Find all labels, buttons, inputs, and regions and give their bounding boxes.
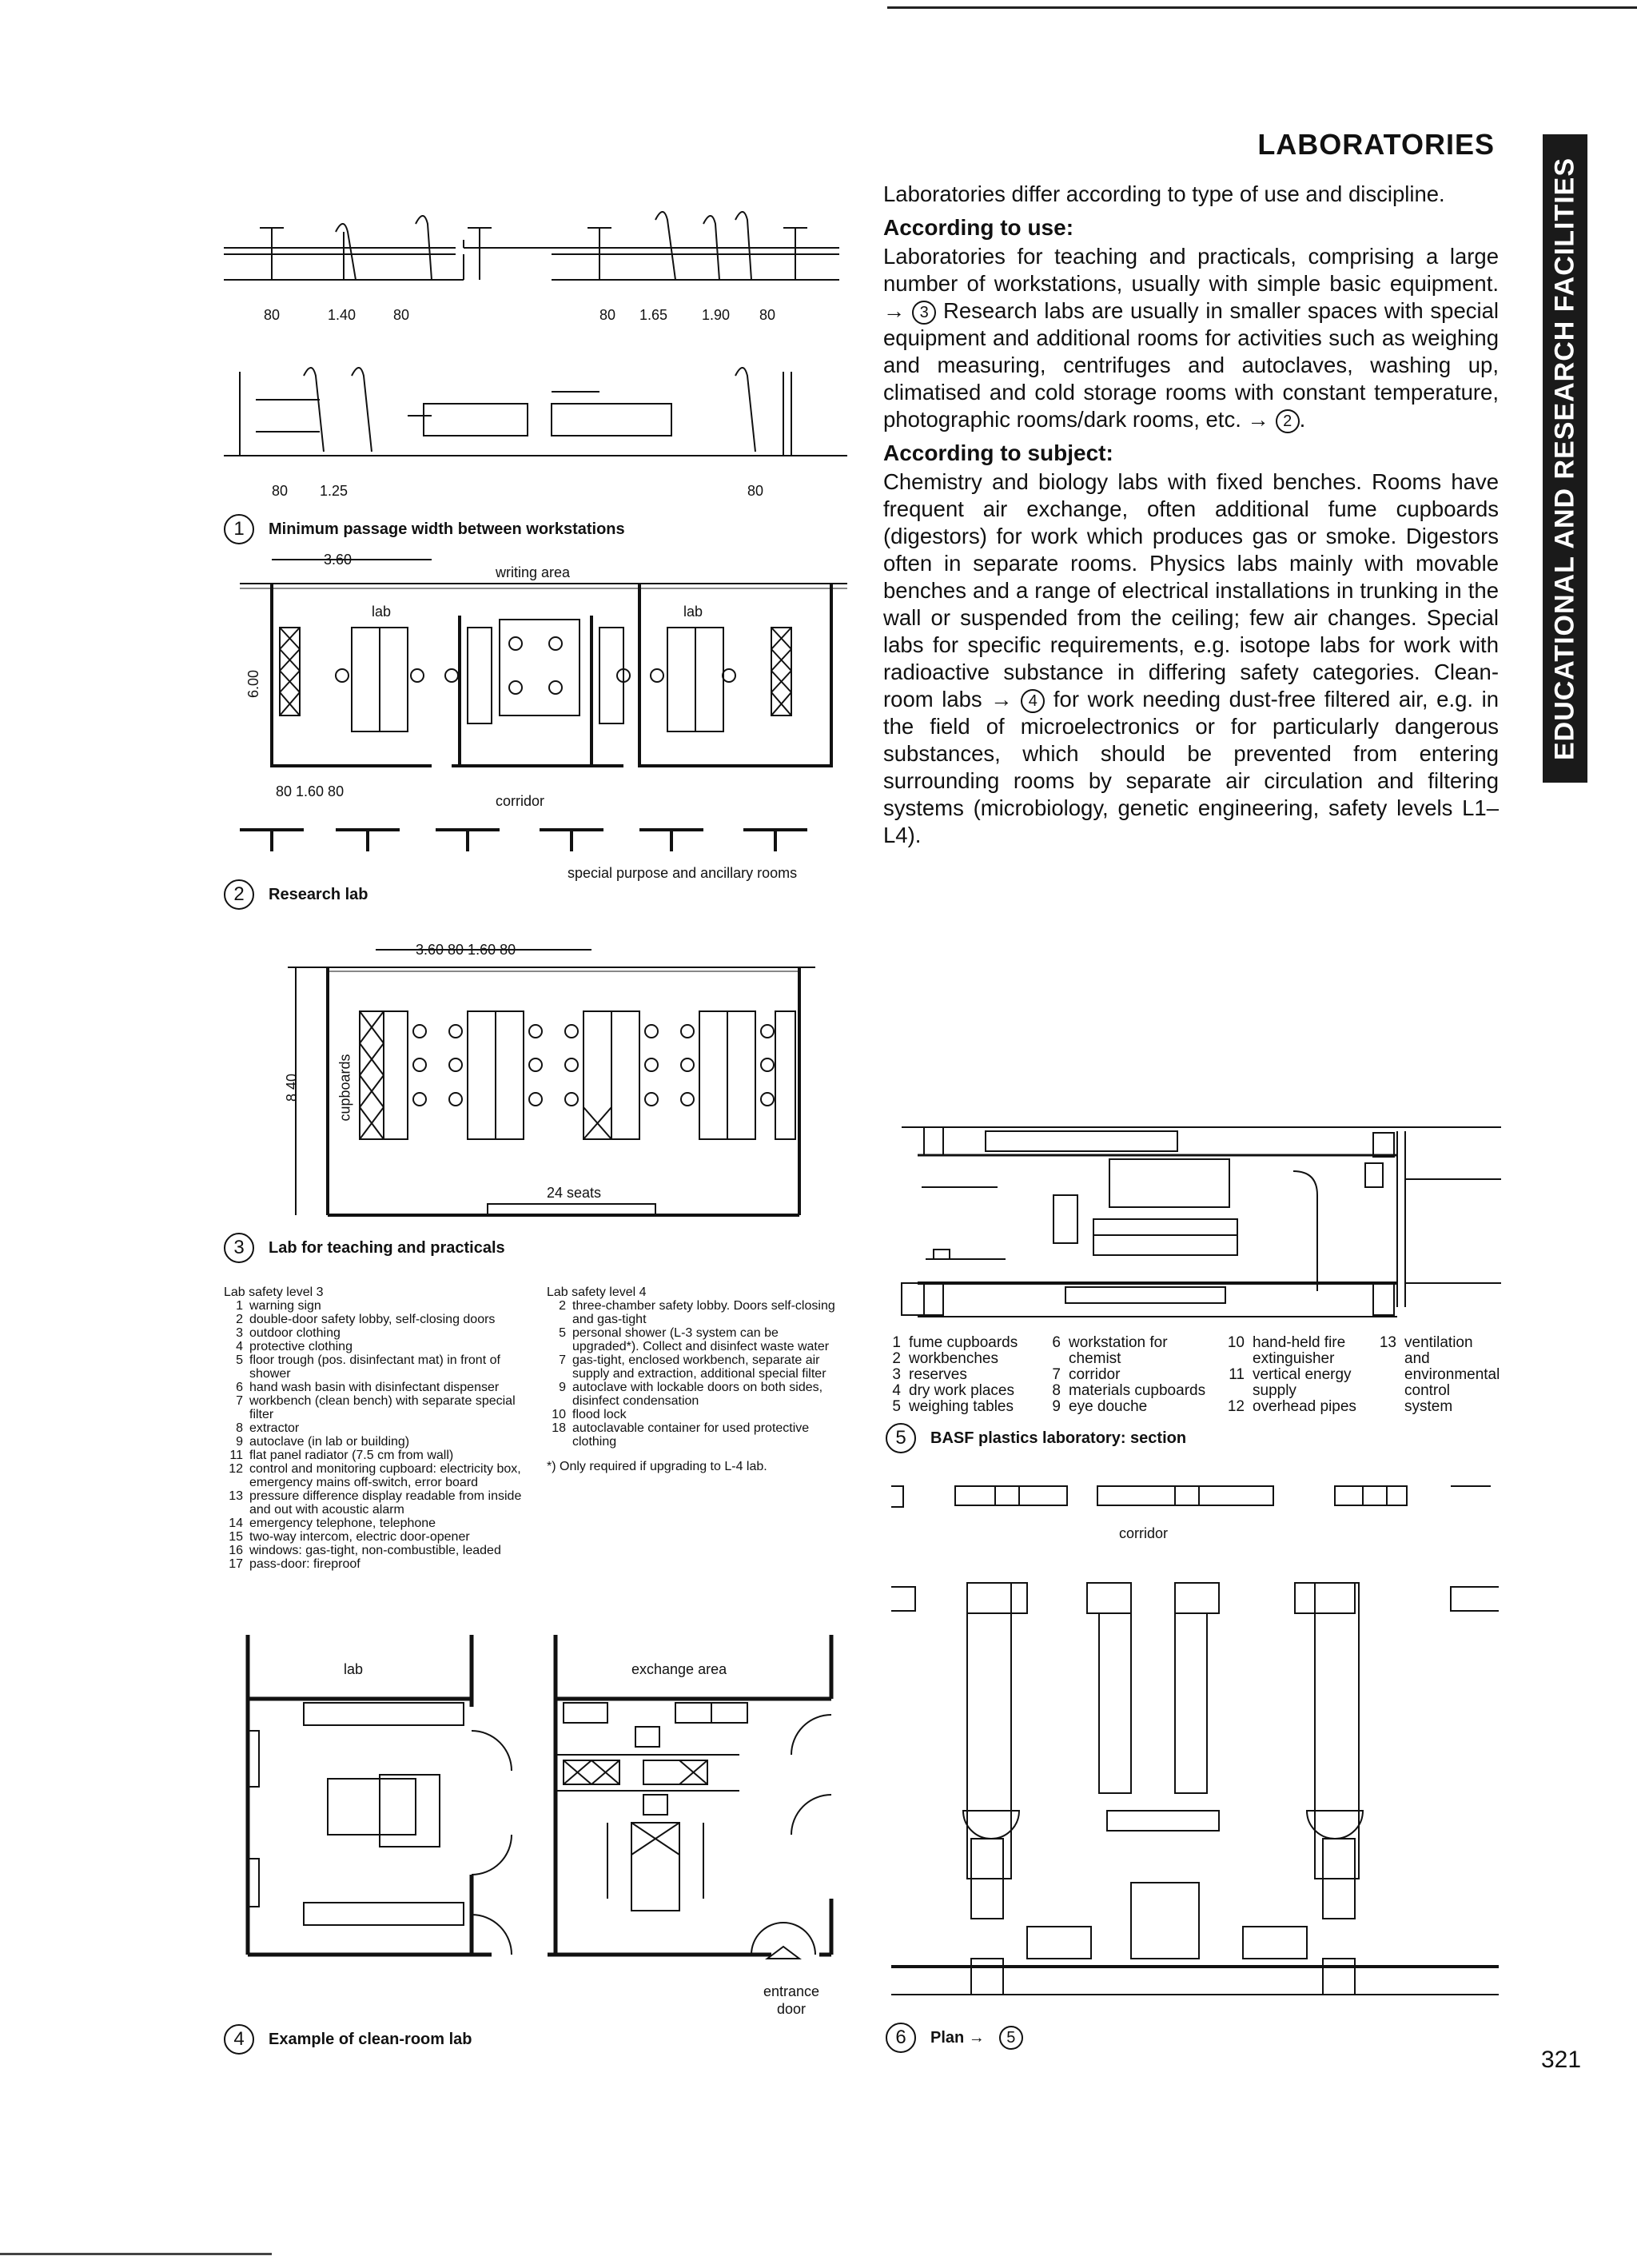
fig4-level3-item-text: floor trough (pos. disinfectant mat) in front of shower [249,1353,500,1381]
fig5-legend-item-text: materials cupboards [1069,1382,1206,1399]
fig4-level3-item-number: 14 [229,1517,243,1530]
fig4-level3-item-text: flat panel radiator (7.5 cm from wall) [249,1449,454,1462]
fig4-level3-item [224,1462,528,1489]
fig4-level3-item-number: 16 [229,1544,243,1557]
fig6-caption-text: Plan → [930,2028,985,2047]
fig5-legend-item-text: corridor [1069,1366,1121,1383]
fig1-dim-c-2: 1.25 [320,483,349,499]
fig1-caption [224,514,625,544]
fig4-level3-item-number: 7 [236,1394,243,1408]
fig4-level4-item [547,1299,838,1326]
fig5-legend-item-text: fume cupboards [909,1334,1018,1351]
fig4-level3-item-number: 17 [229,1557,243,1571]
fig1-dim-a-1: 80 [264,307,281,323]
fig6-number: 6 [886,2023,916,2053]
fig4-level4-item-number: 7 [559,1353,566,1367]
fig4-level3-item-text: autoclave (in lab or building) [249,1435,410,1449]
fig1-dim-c-1: 80 [272,483,289,499]
fig5-legend-column [1042,1335,1209,1415]
fig4-level3-list [224,1299,528,1571]
fig5-legend-item [1225,1335,1361,1367]
fig5-legend-item [1042,1399,1209,1415]
fig5-number: 5 [886,1423,916,1453]
fig6-ref: 5 [999,2026,1023,2050]
fig6-caption [886,2023,1023,2053]
fig5-legend-item [882,1367,1026,1383]
fig4-level3-item-number: 15 [229,1530,243,1544]
fig5-legend-item-text: hand-held fire extinguisher [1253,1334,1346,1367]
fig4-level3-item-number: 13 [229,1489,243,1503]
fig4-level3-item-number: 1 [236,1299,243,1313]
fig4-level3-item-text: extractor [249,1421,300,1435]
bottom-rule [0,2253,272,2255]
fig1-dim-b-1: 80 [599,307,616,323]
fig5-legend-item [1225,1399,1361,1415]
fig4-level4-item [547,1381,838,1408]
fig4-level3-item [224,1530,528,1544]
fig4-lab: lab [344,1661,364,1677]
fig4-level3-item-number: 8 [236,1421,243,1435]
fig4-level3-item-text: protective clothing [249,1340,352,1353]
ref-figure-2: 2 [1276,409,1300,433]
fig2-corridor: corridor [496,793,545,809]
fig1-dim-b-4: 80 [759,307,776,323]
use-text-2: Research labs are usually in smaller spaces with special equipment and additional rooms for activities such as weighing and measuring, centrifuges and autoclaves, washing up, climatised and cold storage rooms with constant temperature, photographic rooms/dark rooms, etc. → [883,298,1499,432]
fig4-level3-item-number: 3 [236,1326,243,1340]
fig4-level3-title: Lab safety level 3 [224,1285,324,1299]
section-tab-label: EDUCATIONAL AND RESEARCH FACILITIES [1549,157,1580,760]
fig2-special: special purpose and ancillary rooms [568,865,798,881]
fig5-legend-item [1042,1383,1209,1399]
body-text [883,181,1499,849]
fig5-legend-item-number: 2 [892,1350,901,1367]
fig4-level3-item [224,1326,528,1340]
fig4-level4-title: Lab safety level 4 [547,1285,647,1299]
fig4-legend-level4 [547,1285,838,1473]
fig6-corridor: corridor [1119,1525,1169,1541]
fig5-legend-item-text: workbenches [909,1350,998,1367]
fig5-legend-item [1042,1335,1209,1367]
fig4-level4-item-number: 18 [552,1421,566,1435]
fig4-level3-item-text: hand wash basin with disinfectant dispenser [249,1381,500,1394]
fig5-legend-item-number: 9 [1052,1398,1061,1415]
page-number: 321 [1541,2047,1582,2073]
fig4-level3-item-number: 2 [236,1313,243,1326]
fig4-level4-item-number: 9 [559,1381,566,1394]
fig5-legend-item [882,1335,1026,1351]
fig2-drawing [240,552,847,871]
fig4-level3-item [224,1394,528,1421]
fig4-level4-item-text: autoclave with lockable doors on both sides, disinfect condensation [572,1381,823,1408]
fig5-legend-item-number: 7 [1052,1366,1061,1383]
fig1-caption-text: Minimum passage width between workstations [269,520,625,538]
subject-text-1: Chemistry and biology labs with fixed benches. Rooms have frequent air exchange, often additional fume cupboards (digestors) for work which produces gas or smoke. Digestors often in separate rooms. Physics labs mainly with movable benches and a range of electrical installations in trunking in the wall or suspended from the ceiling; few air changes. Special labs for specific requirements, e.g. isotope labs for work with radioactive substance in differing safety categories. Clean-room labs → [883,469,1499,711]
fig5-caption [886,1423,1186,1453]
fig4-caption [224,2024,472,2055]
fig5-legend-item-text: vertical energy supply [1253,1366,1352,1399]
fig2-dim-side: 6.00 [245,669,262,699]
fig5-legend-item-text: eye douche [1069,1398,1148,1415]
use-text-1: Laboratories for teaching and practicals, comprising a large number of workstations, usually with simple basic equipment. → [883,244,1499,323]
fig4-level4-item-number: 10 [552,1408,566,1421]
fig5-legend-item-number: 8 [1052,1382,1061,1399]
fig5-legend-column [1225,1335,1361,1415]
page-title: LABORATORIES [1257,128,1495,161]
fig3-caption-text: Lab for teaching and practicals [269,1238,505,1257]
fig4-level3-item-text: control and monitoring cupboard: electricity box, emergency mains off-switch, error board [249,1462,521,1489]
fig5-legend-item [882,1399,1026,1415]
fig4-exchange: exchange area [631,1661,727,1677]
fig4-level3-item [224,1299,528,1313]
ref-figure-4: 4 [1021,689,1045,713]
fig2-number: 2 [224,879,254,910]
intro-paragraph: Laboratories differ according to type of use and discipline. [883,181,1445,206]
fig4-level3-item-number: 5 [236,1353,243,1367]
fig4-level4-item [547,1408,838,1421]
fig4-level4-item-text: personal shower (L-3 system can be upgraded*). Collect and disinfect waste water [572,1326,830,1353]
fig2-lab-left: lab [372,604,392,620]
top-rule [887,6,1637,9]
fig2-caption [224,879,368,910]
fig4-level3-item-number: 12 [229,1462,243,1476]
fig6-drawing [891,1483,1499,1995]
fig1-dim-d: 80 [747,483,764,499]
fig5-legend-item-text: workstation for chemist [1069,1334,1168,1367]
fig4-level4-item-number: 2 [559,1299,566,1313]
subject-paragraph [883,468,1499,849]
fig5-legend-item-number: 11 [1229,1366,1245,1383]
fig5-legend-item [882,1383,1026,1399]
fig4-level3-item [224,1313,528,1326]
fig4-level3-item-number: 11 [229,1449,243,1462]
fig1-dim-a-2: 1.40 [328,307,356,323]
fig4-number: 4 [224,2024,254,2055]
fig4-level3-item-number: 6 [236,1381,243,1394]
fig4-level3-item [224,1421,528,1435]
fig3-caption [224,1233,505,1263]
fig2-caption-text: Research lab [269,885,368,903]
fig4-level3-item-text: windows: gas-tight, non-combustible, leaded [249,1544,501,1557]
use-end: . [1299,407,1306,432]
fig4-level3-item-text: outdoor clothing [249,1326,341,1340]
fig5-legend-item-number: 3 [892,1366,901,1383]
fig1-drawing [224,184,847,504]
fig4-drawing [228,1635,843,1971]
fig4-level3-item-text: workbench (clean bench) with separate special filter [249,1394,516,1421]
fig4-level3-item [224,1449,528,1462]
fig5-legend-item-number: 4 [892,1382,901,1399]
fig4-level4-item [547,1353,838,1381]
fig4-level4-item-text: autoclavable container for used protective clothing [572,1421,810,1449]
fig4-footnote: *) Only required if upgrading to L-4 lab. [547,1460,767,1473]
fig1-number: 1 [224,514,254,544]
fig4-caption-text: Example of clean-room lab [269,2030,472,2048]
fig4-level3-item-number: 9 [236,1435,243,1449]
fig5-drawing [902,1123,1501,1331]
fig4-level3-item [224,1557,528,1571]
fig5-legend-item-text: reserves [909,1366,967,1383]
fig4-level3-item [224,1340,528,1353]
fig5-legend-item-text: ventilation and environmental control system [1404,1334,1500,1415]
fig2-lab-right: lab [683,604,703,620]
fig5-legend-item-number: 5 [892,1398,901,1415]
fig5-caption-text: BASF plastics laboratory: section [930,1429,1187,1447]
fig5-legend-item [1042,1367,1209,1383]
fig5-legend [882,1334,1500,1415]
fig2-dim-top: 3.60 [324,552,352,568]
fig4-level3-item-text: emergency telephone, telephone [249,1517,436,1530]
fig3-dim-side: 8.40 [284,1073,301,1102]
fig4-level3-item-text: double-door safety lobby, self-closing doors [249,1313,496,1326]
fig5-legend-item-number: 1 [892,1334,901,1351]
fig5-legend-item-number: 13 [1379,1334,1396,1351]
fig2-dim-bottom: 80 1.60 80 [276,783,345,799]
ref-figure-3: 3 [912,301,936,325]
fig4-level3-item [224,1544,528,1557]
fig5-legend-item-text: weighing tables [909,1398,1014,1415]
fig4-level3-item-text: warning sign [249,1299,321,1313]
fig5-legend-item-text: dry work places [909,1382,1014,1399]
fig3-seats: 24 seats [547,1185,602,1201]
fig4-level3-item [224,1353,528,1381]
fig5-legend-item [1377,1334,1500,1415]
fig3-cupboards: cupboards [337,1054,353,1122]
use-paragraph [883,243,1499,433]
fig3-dim-top: 3.60 80 1.60 80 [416,942,516,958]
fig4-level3-item-text: pressure difference display readable from inside and out with acoustic alarm [249,1489,522,1517]
fig4-level3-item-text: two-way intercom, electric door-opener [249,1530,470,1544]
fig4-level4-item [547,1326,838,1353]
fig5-legend-item-number: 12 [1227,1398,1245,1415]
fig5-legend-item-number: 6 [1052,1334,1061,1351]
fig4-level4-item-text: three-chamber safety lobby. Doors self-closing and gas-tight [572,1299,835,1326]
fig4-level4-item-text: flood lock [572,1408,627,1421]
fig4-level4-item-text: gas-tight, enclosed workbench, separate air supply and extraction, additional special filter [572,1353,826,1381]
fig5-legend-item-number: 10 [1227,1334,1245,1351]
fig4-level3-item [224,1435,528,1449]
fig5-legend-column [882,1335,1026,1415]
fig4-level3-item [224,1517,528,1530]
fig1-dim-b-2: 1.65 [639,307,668,323]
fig4-legend-level3 [224,1285,528,1571]
subject-text-2: for work needing dust-free filtered air, e.g. in the field of microelectronics or for particularly dangerous substances, which should be prevented from entering surrounding rooms by separate air circulation and filtering systems (microbiology, genetic engineering, safety levels L1–L4). [883,687,1499,847]
fig4-level3-item [224,1381,528,1394]
fig5-legend-item-text: overhead pipes [1253,1398,1356,1415]
fig4-level4-item-number: 5 [559,1326,566,1340]
fig4-level3-item [224,1489,528,1517]
fig5-legend-column [1377,1334,1500,1415]
fig3-number: 3 [224,1233,254,1263]
fig1-dim-a-3: 80 [393,307,410,323]
fig4-entrance: entrance door [763,1983,820,2017]
fig2-writing-area: writing area [496,564,571,580]
fig4-level4-item [547,1421,838,1449]
subject-heading: According to subject: [883,440,1113,465]
use-heading: According to use: [883,215,1074,240]
fig5-legend-item [1225,1367,1361,1399]
section-tab [1543,134,1587,783]
fig5-legend-item [882,1351,1026,1367]
fig1-dim-b-3: 1.90 [702,307,731,323]
fig4-level3-item-number: 4 [236,1340,243,1353]
fig4-level4-list [547,1299,838,1449]
fig4-level3-item-text: pass-door: fireproof [249,1557,360,1571]
